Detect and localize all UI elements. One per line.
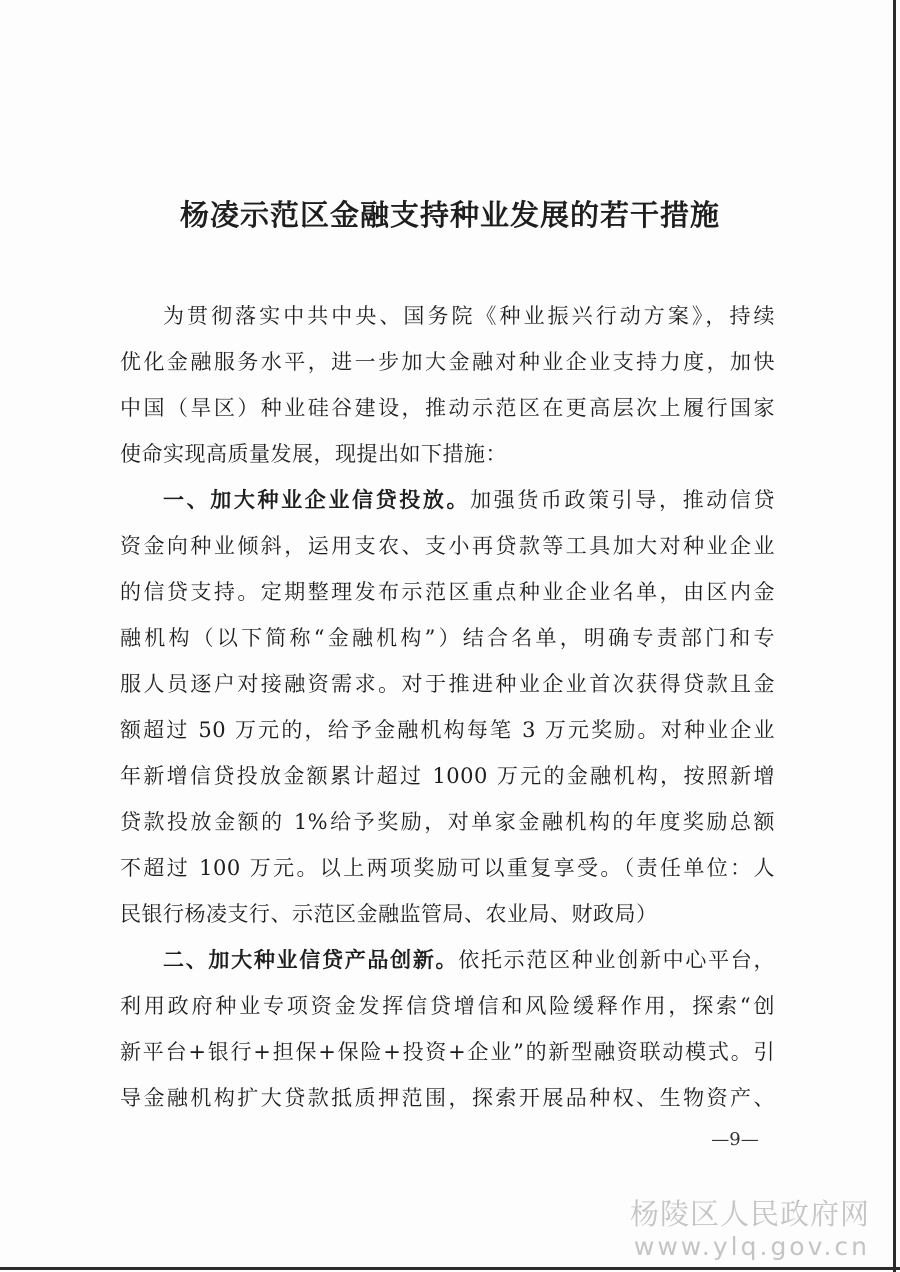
paragraph-line: 民银行杨凌支行、示范区金融监管局、农业局、财政局） xyxy=(120,902,658,926)
paragraph-line: 额超过 50 万元的，给予金融机构每笔 3 万元奖励。对种业企业 xyxy=(120,718,775,742)
paragraph-line: 年新增信贷投放金额累计超过 1000 万元的金融机构，按照新增 xyxy=(120,764,775,788)
paragraph-line: 导金融机构扩大贷款抵质押范围，探索开展品种权、生物资产、 xyxy=(120,1086,775,1110)
section-heading: 二、加大种业信贷产品创新。 xyxy=(163,948,459,972)
document-title: 杨凌示范区金融支持种业发展的若干措施 xyxy=(179,198,720,232)
watermark-site-name: 杨陵区人民政府网 xyxy=(629,1197,870,1231)
section-heading-line: 一、加大种业企业信贷投放。加强货币政策引导，推动信贷 xyxy=(163,488,776,512)
paragraph-line: 优化金融服务水平，进一步加大金融对种业企业支持力度，加快 xyxy=(120,350,775,374)
section-heading-line: 二、加大种业信贷产品创新。依托示范区种业创新中心平台， xyxy=(163,948,775,972)
watermark xyxy=(630,1196,870,1262)
paragraph-line: 服人员逐户对接融资需求。对于推进种业企业首次获得贷款且金 xyxy=(120,672,775,696)
paragraph-line: 不超过 100 万元。以上两项奖励可以重复享受。（责任单位：人 xyxy=(120,856,775,880)
section-heading: 一、加大种业企业信贷投放。 xyxy=(163,488,471,512)
paragraph-line: 新平台+银行+担保+保险+投资+企业”的新型融资联动模式。引 xyxy=(120,1040,775,1064)
scan-edge-bottom xyxy=(0,1267,900,1270)
paragraph-line: 融机构（以下简称“金融机构”）结合名单，明确专责部门和专 xyxy=(120,626,775,650)
paragraph-line: 贷款投放金额的 1%给予奖励，对单家金融机构的年度奖励总额 xyxy=(120,810,775,834)
paragraph-line: 使命实现高质量发展，现提出如下措施： xyxy=(120,442,507,466)
paragraph-line: 为贯彻落实中共中央、国务院《种业振兴行动方案》，持续 xyxy=(163,304,775,328)
watermark-url: www.ylq.gov.cn xyxy=(633,1232,870,1261)
scan-edge-right xyxy=(893,0,896,1272)
page-number: —9— xyxy=(711,1129,759,1150)
paragraph-line: 中国（旱区）种业硅谷建设，推动示范区在更高层次上履行国家 xyxy=(120,396,775,420)
paragraph-line: 利用政府种业专项资金发挥信贷增信和风险缓释作用，探索“创 xyxy=(120,994,775,1018)
paragraph-line: 资金向种业倾斜，运用支农、支小再贷款等工具加大对种业企业 xyxy=(120,534,775,558)
paragraph-line: 的信贷支持。定期整理发布示范区重点种业企业名单，由区内金 xyxy=(120,580,775,604)
